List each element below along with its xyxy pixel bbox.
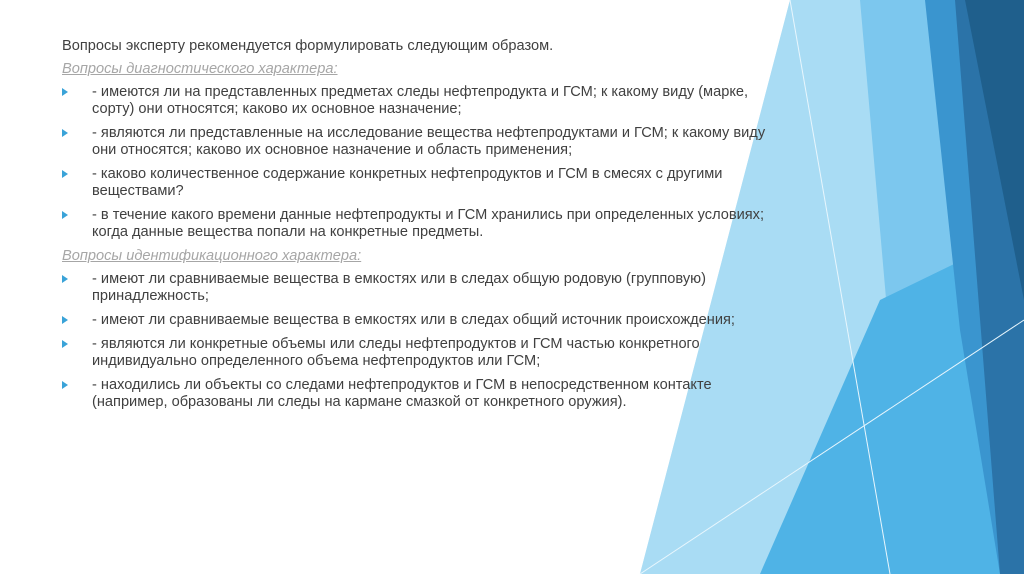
section-heading-diagnostic: Вопросы диагностического характера:	[62, 61, 338, 77]
slide-body	[62, 38, 782, 418]
list-item-text: - находились ли объекты со следами нефтепродуктов и ГСМ в непосредственном контакте (например, образованы ли следы на кармане смазкой от конкретного оружия).	[92, 377, 712, 410]
list-item-text: - являются ли представленные на исследование вещества нефтепродуктами и ГСМ; к какому виду они относятся; каково их основное назначение и область применения;	[92, 125, 766, 158]
list-item-text: - имеют ли сравниваемые вещества в емкостях или в следах общий источник происхождения;	[92, 312, 735, 328]
list-item-text: - имеются ли на представленных предметах следы нефтепродукта и ГСМ; к какому виду (марке, сорту) они относятся; каково их основное назначение;	[92, 84, 749, 117]
section-heading-identification: Вопросы идентификационного характера:	[62, 248, 362, 264]
list-item-text: - имеют ли сравниваемые вещества в емкостях или в следах общую родовую (групповую) принадлежность;	[92, 271, 706, 304]
triangle-bullet-icon	[62, 170, 68, 178]
list-item	[62, 336, 782, 370]
list-item	[62, 207, 782, 241]
triangle-bullet-icon	[62, 340, 68, 348]
triangle-bullet-icon	[62, 129, 68, 137]
intro-text: Вопросы эксперту рекомендуется формулировать следующим образом.	[62, 38, 554, 54]
list-item-text: - являются ли конкретные объемы или следы нефтепродуктов и ГСМ частью конкретного индивидуально определенного объема нефтепродуктов или ГСМ;	[92, 336, 700, 369]
list-item	[62, 84, 782, 118]
list-item	[62, 166, 782, 200]
list-item	[62, 377, 782, 411]
list-item-text: - в течение какого времени данные нефтепродукты и ГСМ хранились при определенных условиях; когда данные вещества попали на конкретные предметы.	[92, 207, 765, 240]
triangle-bullet-icon	[62, 88, 68, 96]
list-item	[62, 125, 782, 159]
triangle-bullet-icon	[62, 316, 68, 324]
triangle-bullet-icon	[62, 275, 68, 283]
list-item	[62, 312, 782, 329]
list-item	[62, 271, 782, 305]
list-item-text: - каково количественное содержание конкретных нефтепродуктов и ГСМ в смесях с другими веществами?	[92, 166, 723, 199]
triangle-bullet-icon	[62, 211, 68, 219]
triangle-bullet-icon	[62, 381, 68, 389]
